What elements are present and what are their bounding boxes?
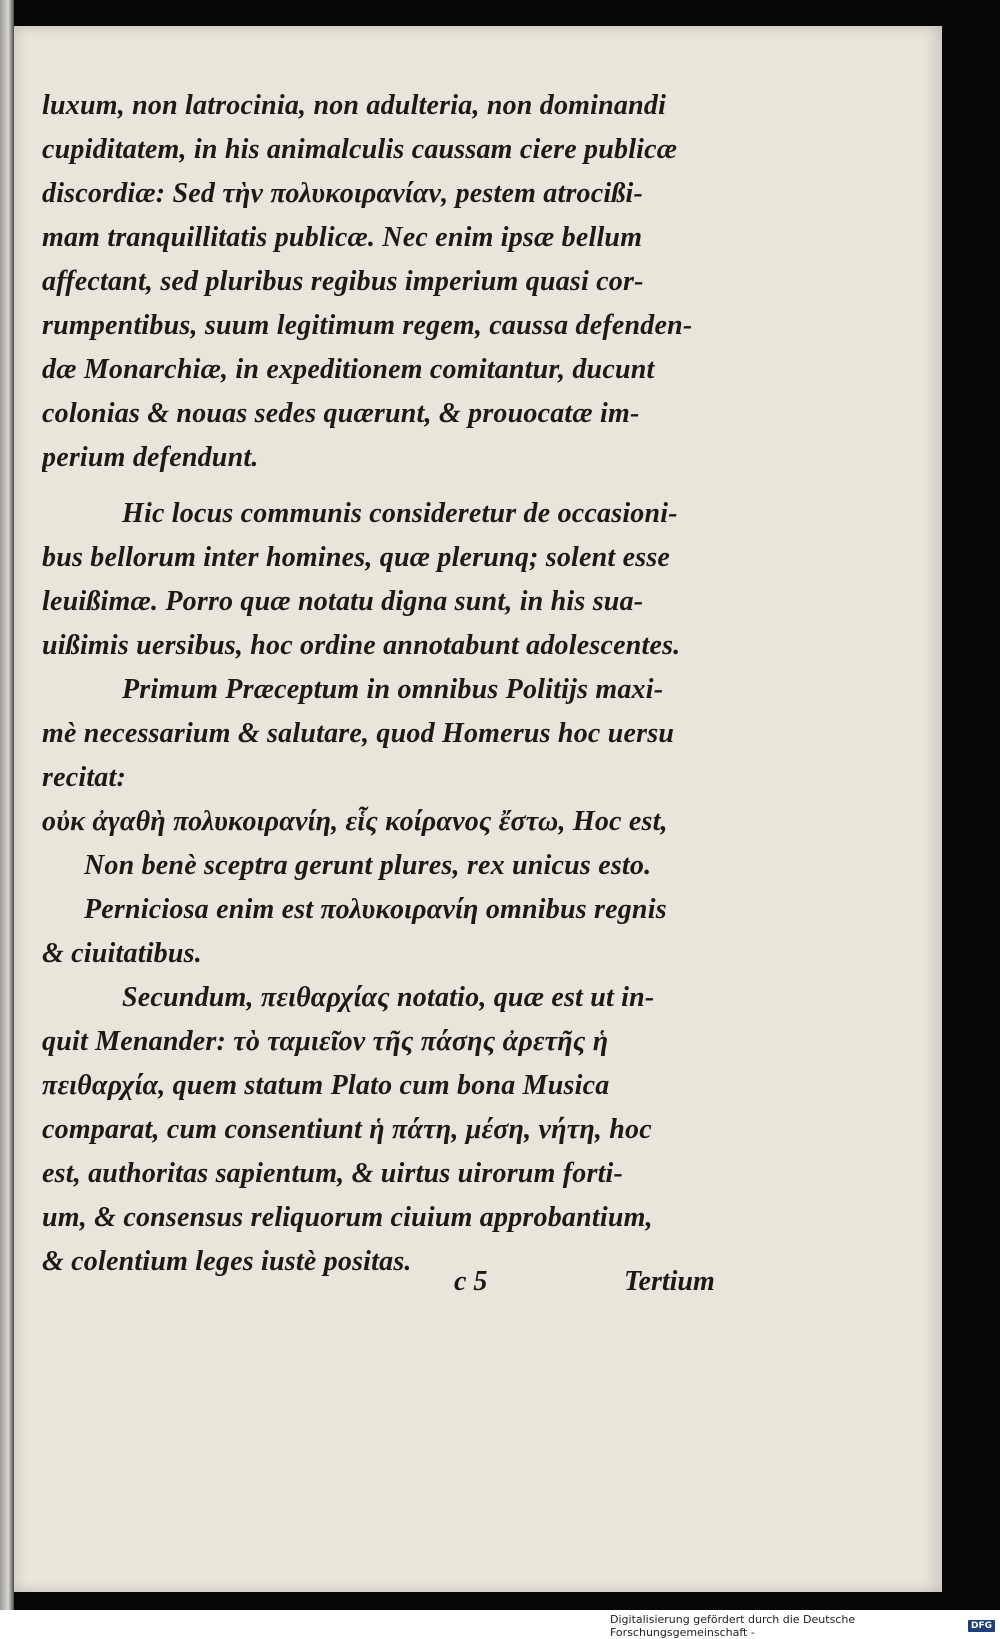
digitization-credit [610,1613,995,1639]
catchword: Tertium [624,1266,715,1297]
text-line: uißimis uersibus, hoc ordine annotabunt adolescentes. [42,630,681,661]
text-line: est, authoritas sapientum, & uirtus uirorum forti- [42,1158,624,1189]
greek-verse-line: οὐκ ἀγαθὴ πολυκοιρανίη, εἷς κοίρανος ἔστω, Hoc est, [42,806,668,837]
book-page [14,26,942,1592]
text-line: cupiditatem, in his animalculis caussam ciere publicæ [42,134,678,165]
text-line: perium defendunt. [42,442,259,473]
book-binding-edge [0,0,14,1610]
text-line: πειθαρχία, quem statum Plato cum bona Musica [42,1070,610,1101]
text-line: mam tranquillitatis publicæ. Nec enim ipsæ bellum [42,222,643,253]
page-text [42,84,762,1284]
text-line: mè necessarium & salutare, quod Homerus hoc uersu [42,718,675,749]
text-line: um, & consensus reliquorum ciuium approbantium, [42,1202,653,1233]
signature-mark: c 5 [454,1266,488,1297]
text-line: colonias & nouas sedes quærunt, & prouocatæ im- [42,398,640,429]
text-line: quit Menander: τὸ ταμιεῖον τῆς πάσης ἀρετῆς ἡ [42,1026,609,1057]
text-line: recitat: [42,762,127,793]
dfg-logo: DFG [968,1620,995,1632]
text-line: bus bellorum inter homines, quæ plerunq; solent esse [42,542,671,573]
text-line: & ciuitatibus. [42,938,202,969]
text-line: luxum, non latrocinia, non adulteria, non dominandi [42,90,667,121]
text-line: dæ Monarchiæ, in expeditionem comitantur, ducunt [42,354,655,385]
paragraph-start: Primum Præceptum in omnibus Politijs maxi- [122,674,664,705]
paragraph-start: Perniciosa enim est πολυκοιρανίη omnibus regnis [84,894,667,925]
text-line: comparat, cum consentiunt ἡ πάτη, μέση, νήτη, hoc [42,1114,652,1145]
credit-text: Digitalisierung gefördert durch die Deutsche Forschungsgemeinschaft - [610,1613,856,1639]
paragraph-start: Hic locus communis consideretur de occasioni- [122,498,678,529]
text-line: rumpentibus, suum legitimum regem, caussa defenden- [42,310,693,341]
text-line: discordiæ: Sed τὴν πολυκοιρανίαν, pestem atrocißi- [42,178,644,209]
verse-translation: Non benè sceptra gerunt plures, rex unicus esto. [84,850,652,881]
text-line: & colentium leges iustè positas. [42,1246,412,1277]
text-line: affectant, sed pluribus regibus imperium quasi cor- [42,266,644,297]
paragraph-start: Secundum, πειθαρχίας notatio, quæ est ut in- [122,982,655,1013]
text-line: leuißimæ. Porro quæ notatu digna sunt, in his sua- [42,586,644,617]
